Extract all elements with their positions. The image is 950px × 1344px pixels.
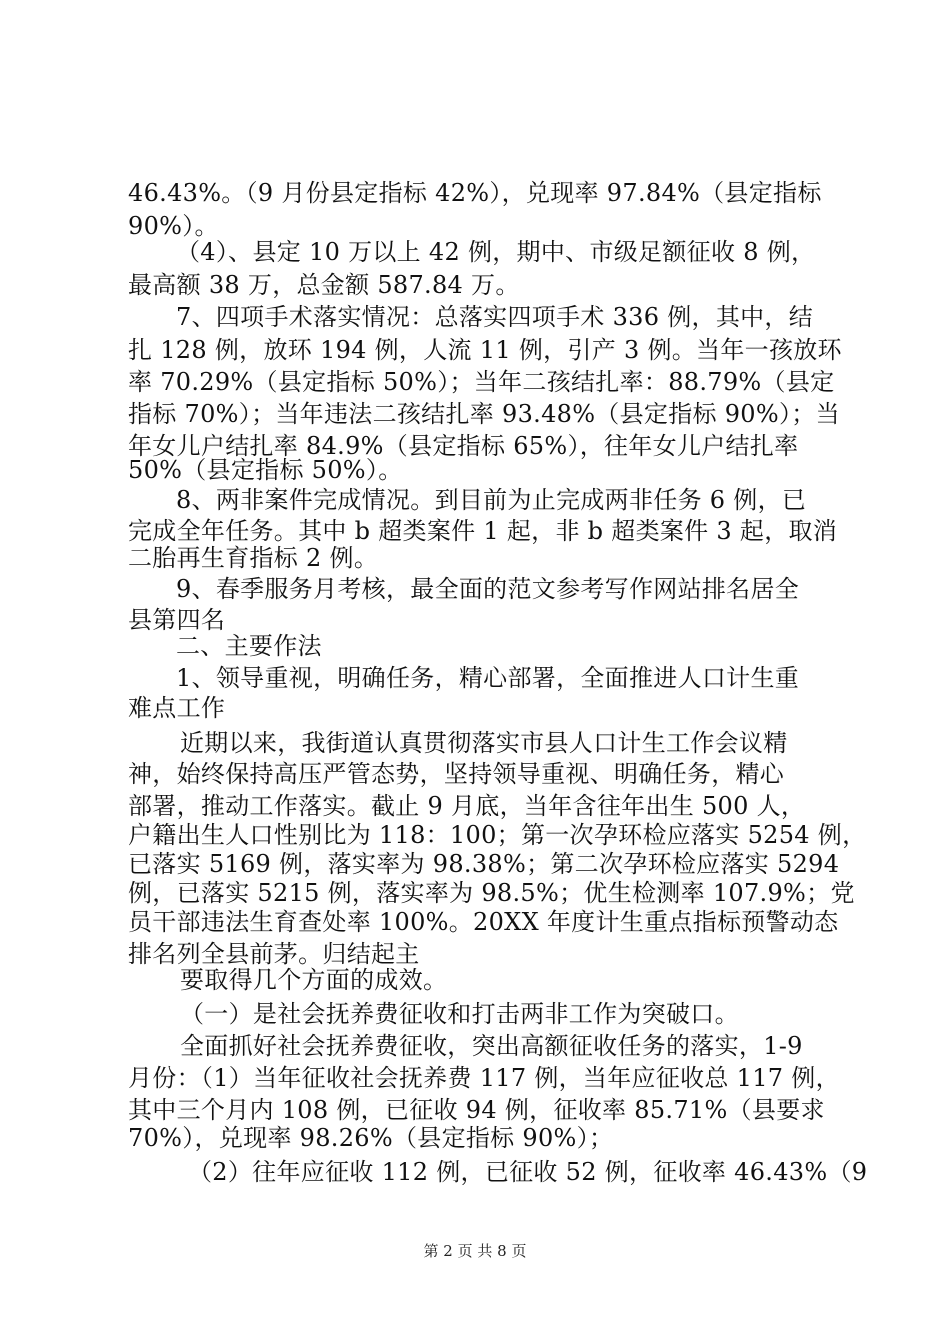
page-indicator: 第 2 页 共 8 页 <box>423 1242 527 1260</box>
text-line: 部署，推动工作落实。截止 9 月底，当年含往年出生 500 人， <box>128 792 806 820</box>
text-line: 月份：（1）当年征收社会抚养费 117 例，当年应征收总 117 例， <box>128 1064 840 1092</box>
text-line: 46.43%。（9 月份县定指标 42%），兑现率 97.84%（县定指标 <box>128 179 822 207</box>
text-line: 要取得几个方面的成效。 <box>180 966 448 994</box>
text-line: 8、两非案件完成情况。到目前为止完成两非任务 6 例，已 <box>176 486 807 514</box>
text-line: 70%），兑现率 98.26%（县定指标 90%）； <box>128 1124 614 1152</box>
subsection-heading: （一）是社会抚养费征收和打击两非工作为突破口。 <box>180 1000 739 1028</box>
text-line: 其中三个月内 108 例，已征收 94 例，征收率 85.71%（县要求 <box>128 1096 825 1124</box>
text-line: 员干部违法生育查处率 100%。20XX 年度计生重点指标预警动态 <box>128 908 839 936</box>
text-line: （4）、县定 10 万以上 42 例，期中、市级足额征收 8 例， <box>176 238 816 266</box>
text-line: 指标 70%）；当年违法二孩结扎率 93.48%（县定指标 90%）；当 <box>128 400 840 428</box>
text-line: 排名列全县前茅。归结起主 <box>128 940 420 968</box>
text-line: 近期以来，我街道认真贯彻落实市县人口计生工作会议精 <box>180 729 788 757</box>
text-line: 率 70.29%（县定指标 50%）；当年二孩结扎率：88.79%（县定 <box>128 368 835 396</box>
text-line: 90%）。 <box>128 212 219 240</box>
text-line: 难点工作 <box>128 694 226 722</box>
text-line: 7、四项手术落实情况：总落实四项手术 336 例，其中，结 <box>176 303 814 331</box>
text-line: 二胎再生育指标 2 例。 <box>128 544 379 572</box>
text-line: 年女儿户结扎率 84.9%（县定指标 65%），往年女儿户结扎率 <box>128 432 799 460</box>
text-line: （2）往年应征收 112 例，已征收 52 例，征收率 46.43%（9 <box>188 1158 868 1186</box>
text-line: 县第四名 <box>128 606 226 634</box>
text-line: 全面抓好社会抚养费征收，突出高额征收任务的落实，1-9 <box>180 1032 803 1060</box>
section-heading: 二、主要作法 <box>176 632 322 660</box>
text-line: 已落实 5169 例，落实率为 98.38%；第二次孕环检应落实 5294 <box>128 850 840 878</box>
text-line: 最高额 38 万，总金额 587.84 万。 <box>128 271 520 299</box>
text-line: 9、春季服务月考核，最全面的范文参考写作网站排名居全 <box>176 575 800 603</box>
text-line: 50%（县定指标 50%）。 <box>128 456 403 484</box>
text-line: 例，已落实 5215 例，落实率为 98.5%；优生检测率 107.9%；党 <box>128 879 855 907</box>
subsection-heading: 1、领导重视，明确任务，精心部署，全面推进人口计生重 <box>176 664 800 692</box>
text-line: 户籍出生人口性别比为 118：100；第一次孕环检应落实 5254 例， <box>128 821 867 849</box>
text-line: 神，始终保持高压严管态势，坚持领导重视、明确任务，精心 <box>128 760 785 788</box>
text-line: 完成全年任务。其中 b 超类案件 1 起，非 b 超类案件 3 起，取消 <box>128 517 838 545</box>
text-line: 扎 128 例，放环 194 例，人流 11 例，引产 3 例。当年一孩放环 <box>128 336 842 364</box>
